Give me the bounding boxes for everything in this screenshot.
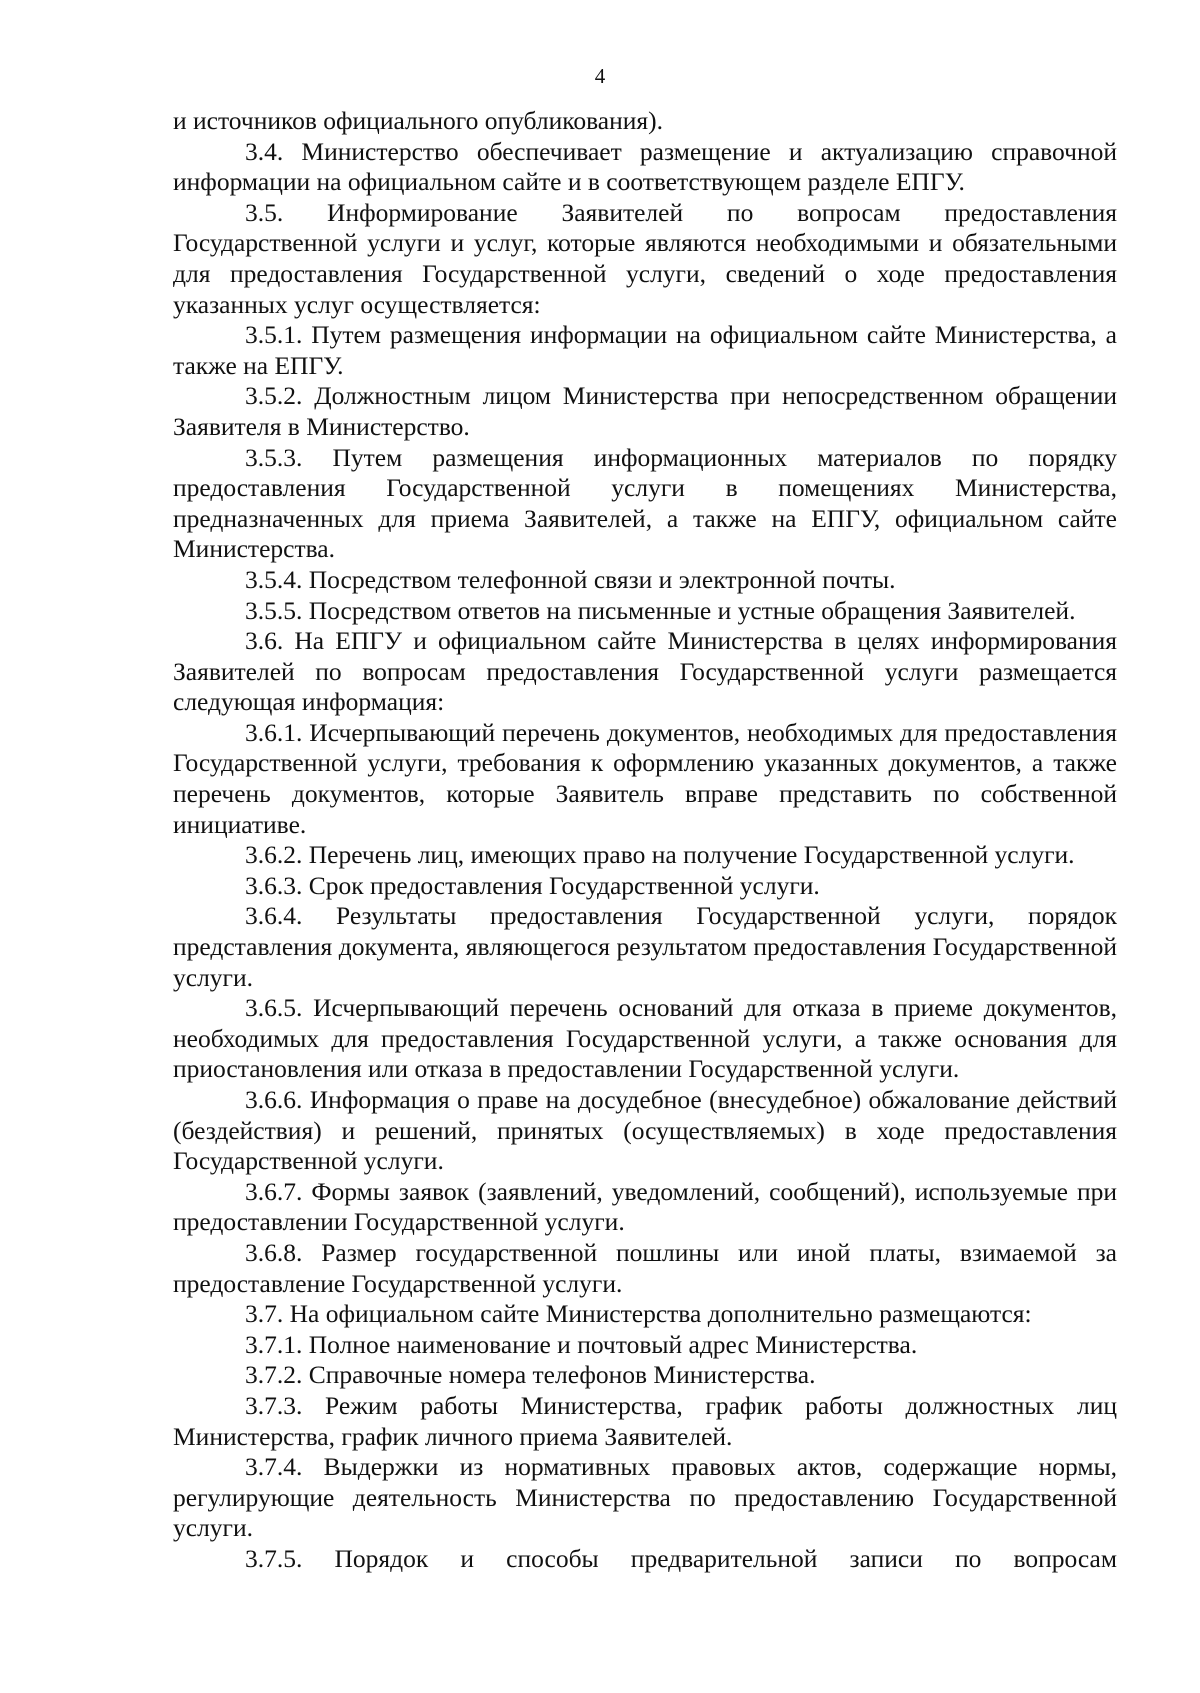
paragraph-3-6-2: 3.6.2. Перечень лиц, имеющих право на получение Государственной услуги.: [245, 840, 1075, 870]
paragraph-3-6-6: 3.6.6. Информация о праве на досудебное (внесудебное) обжалование действий (бездействия) и решений, принятых (осуществляемых) в ходе предоставления Государственной услуги.: [173, 1085, 1117, 1176]
paragraph-3-5: 3.5. Информирование Заявителей по вопросам предоставления Государственной услуги и услуг, которые являются необходимыми и обязательными для предоставления Государственной услуги, сведений о ходе предоставления указанных услуг осуществляется:: [173, 197, 1117, 319]
paragraph-3-6-1: 3.6.1. Исчерпывающий перечень документов, необходимых для предоставления Государственной услуги, требования к оформлению указанных документов, а также перечень документов, которые Заявитель вправе представить по собственной инициативе.: [173, 717, 1117, 839]
paragraph-3-7-4: 3.7.4. Выдержки из нормативных правовых актов, содержащие нормы, регулирующие деятельность Министерства по предоставлению Государственной услуги.: [173, 1452, 1117, 1543]
paragraph-3-6-7: 3.6.7. Формы заявок (заявлений, уведомлений, сообщений), используемые при предоставлении Государственной услуги.: [173, 1176, 1117, 1237]
paragraph-3-6-8: 3.6.8. Размер государственной пошлины или иной платы, взимаемой за предоставление Государственной услуги.: [173, 1237, 1117, 1298]
paragraph-3-7: 3.7. На официальном сайте Министерства дополнительно размещаются:: [245, 1299, 1032, 1329]
document-body: [173, 106, 1117, 1575]
paragraph-3-5-1: 3.5.1. Путем размещения информации на официальном сайте Министерства, а также на ЕПГУ.: [173, 320, 1117, 380]
paragraph-3-4: 3.4. Министерство обеспечивает размещение и актуализацию справочной информации на официальном сайте и в соответствующем разделе ЕПГУ.: [173, 136, 1117, 197]
paragraph-3-5-3: 3.5.3. Путем размещения информационных материалов по порядку предоставления Государственной услуги в помещениях Министерства, предназначенных для приема Заявителей, а также на ЕПГУ, официальном сайте Министерства.: [173, 442, 1117, 564]
paragraph-3-5-2: 3.5.2. Должностным лицом Министерства при непосредственном обращении Заявителя в Министерство.: [173, 381, 1117, 441]
paragraph-3-6-5: 3.6.5. Исчерпывающий перечень оснований для отказа в приеме документов, необходимых для предоставления Государственной услуги, а также основания для приостановления или отказа в предоставлении Государственной услуги.: [173, 993, 1117, 1084]
paragraph-3-6-4: 3.6.4. Результаты предоставления Государственной услуги, порядок представления документа, являющегося результатом предоставления Государственной услуги.: [173, 901, 1117, 992]
page-number: 4: [594, 64, 606, 88]
paragraph-3-7-5: 3.7.5. Порядок и способы предварительной записи по вопросам: [245, 1543, 1117, 1573]
paragraph-3-5-5: 3.5.5. Посредством ответов на письменные и устные обращения Заявителей.: [245, 595, 1076, 625]
paragraph-3-5-4: 3.5.4. Посредством телефонной связи и электронной почты.: [245, 564, 896, 594]
paragraph-3-6: 3.6. На ЕПГУ и официальном сайте Министерства в целях информирования Заявителей по вопросам предоставления Государственной услуги размещается следующая информация:: [173, 626, 1117, 717]
paragraph-3-7-3: 3.7.3. Режим работы Министерства, график работы должностных лиц Министерства, график личного приема Заявителей.: [173, 1390, 1117, 1451]
paragraph-3-7-1: 3.7.1. Полное наименование и почтовый адрес Министерства.: [245, 1329, 918, 1359]
paragraph-3-7-2: 3.7.2. Справочные номера телефонов Министерства.: [245, 1360, 816, 1390]
paragraph-3-6-3: 3.6.3. Срок предоставления Государственной услуги.: [245, 870, 820, 900]
paragraph-continuation: и источников официального опубликования).: [173, 106, 663, 135]
